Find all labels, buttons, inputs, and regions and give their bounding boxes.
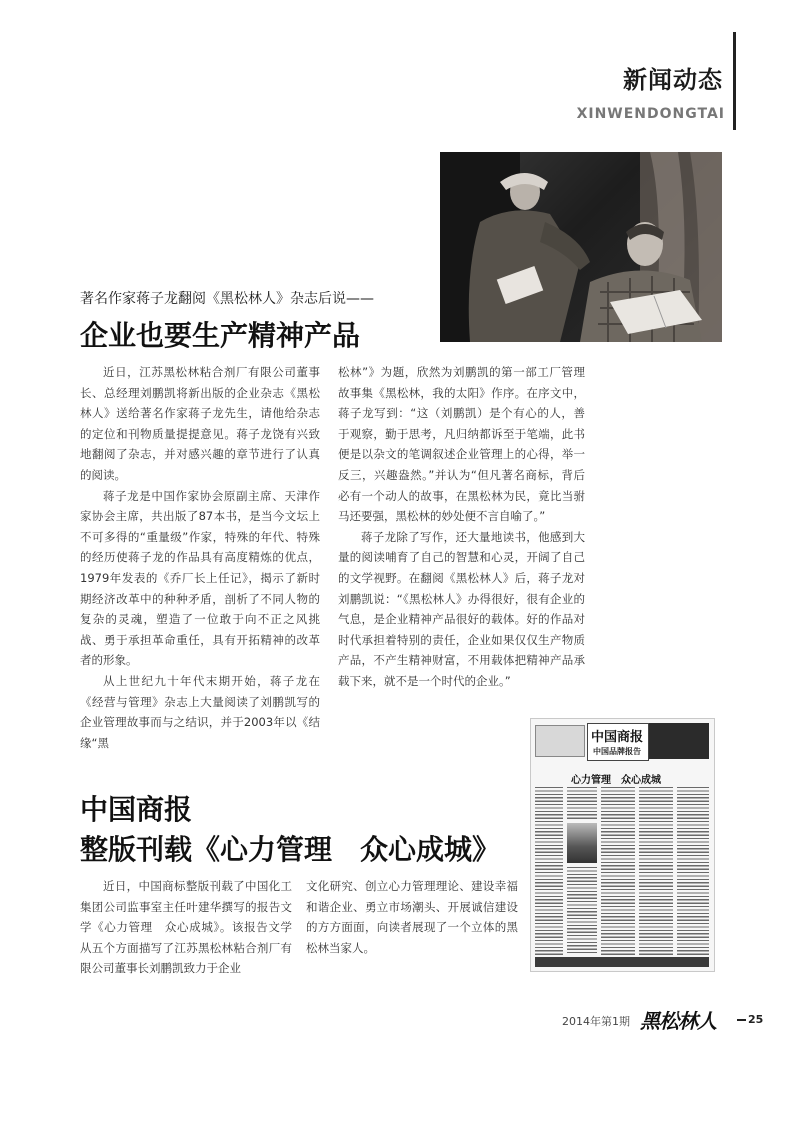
- newspaper-text-column: [567, 787, 597, 821]
- article1-column-1: [80, 362, 320, 753]
- newspaper-portrait-photo: [567, 823, 597, 863]
- article1-headline: 企业也要生产精神产品: [80, 319, 361, 352]
- header-divider: [733, 32, 736, 130]
- article2-paragraph: 文化研究、创立心力管理理论、建设幸福和谐企业、勇立市场潮头、开展诚信建设的方方面面，向读者展现了一个立体的黑松林当家人。: [306, 879, 518, 955]
- newspaper-masthead-subtitle: 中国品牌报告: [593, 747, 641, 756]
- newspaper-text-column: [677, 787, 709, 955]
- magazine-logo: 黑松林人: [640, 1009, 716, 1033]
- article1-paragraph: 松林”》为题，欣然为刘鹏凯的第一部工厂管理故事集《黑松林，我的太阳》作序。在序文中，蒋子龙写到：“这（刘鹏凯）是个有心的人，善于观察，勤于思考，凡归纳都诉至于笔端，此书便是以杂文的笔调叙述企业管理上的心得，举一反三，兴趣盎然。”并认为“但凡著名商标，背后必有一个动人的故事，在黑松林为民，竟比当驸马还要强，黑松林的妙处便不言自喻了。”: [338, 365, 585, 524]
- footer-issue: 2014年第1期: [562, 1015, 630, 1028]
- newspaper-masthead-banner: [649, 723, 709, 759]
- article2-headline-line1: 中国商报: [80, 793, 193, 826]
- article1-kicker: 著名作家蒋子龙翻阅《黑松林人》杂志后说——: [80, 291, 374, 307]
- newspaper-masthead: [587, 723, 649, 761]
- article1-paragraph: 蒋子龙是中国作家协会原副主席、天津作家协会主席，共出版了87本书，是当今文坛上不可多得的“重量级”作家，特殊的年代、特殊的经历使蒋子龙的作品具有高度精炼的优点，1979年发表的《乔厂长上任记》，揭示了新时期经济改革中的种种矛盾，剖析了不同人物的复杂的灵魂，塑造了一位敢于向不正之风挑战、勇于承担革命重任，具有开拓精神的改革者的形象。: [80, 488, 320, 668]
- article1-column-2: [338, 362, 585, 692]
- section-title: 新闻动态: [623, 66, 723, 94]
- article2-column-2: [306, 876, 518, 958]
- newspaper-text-column: [567, 867, 597, 955]
- article1-paragraph: 蒋子龙除了写作，还大量地读书，他感到大量的阅读哺育了自己的智慧和心灵，开阔了自己的文学视野。在翻阅《黑松林人》后，蒋子龙对刘鹏凯说：“《黑松林人》办得很好，很有企业的气息，是企业精神产品很好的载体。好的作品对时代承担着特别的责任，企业如果仅仅生产物质产品，不产生精神财富，不用载体把精神产品承载下来，就不是一个时代的企业。”: [338, 529, 585, 688]
- newspaper-ad-strip: [535, 957, 709, 967]
- article2-column-1: [80, 876, 292, 979]
- section-subtitle: XINWENDONGTAI: [576, 106, 725, 122]
- newspaper-text-column: [639, 787, 673, 955]
- article2-headline-line2: 整版刊载《心力管理 众心成城》: [80, 833, 501, 866]
- article1-paragraph: 近日，江苏黑松林粘合剂厂有限公司董事长、总经理刘鹏凯将新出版的企业杂志《黑松林人》送给著名作家蒋子龙先生，请他给杂志的定位和刊物质量提提意见。蒋子龙饶有兴致地翻阅了杂志，并对感兴趣的章节进行了认真的阅读。: [80, 365, 320, 482]
- newspaper-headline: 心力管理 众心成城: [571, 775, 661, 786]
- newspaper-page-image: [530, 718, 715, 972]
- page-number: 25: [748, 1013, 764, 1026]
- newspaper-masthead-title: 中国商报: [591, 730, 644, 745]
- article1-paragraph: 从上世纪九十年代末期开始，蒋子龙在《经营与管理》杂志上大量阅读了刘鹏凯写的企业管理故事而与之结识，并于2003年以《结缘“黑: [80, 673, 320, 750]
- newspaper-text-column: [601, 787, 635, 955]
- reading-photo: [440, 152, 722, 342]
- newspaper-corner-box: [535, 725, 585, 757]
- newspaper-text-column: [535, 787, 563, 955]
- article2-headline: [80, 790, 500, 870]
- footer-divider: [737, 1019, 746, 1021]
- article2-paragraph: 近日，中国商标整版刊载了中国化工集团公司监事室主任叶建华撰写的报告文学《心力管理 众心成城》。该报告文学从五个方面描写了江苏黑松林粘合剂厂有限公司董事长刘鹏凯致力于企业: [80, 879, 292, 976]
